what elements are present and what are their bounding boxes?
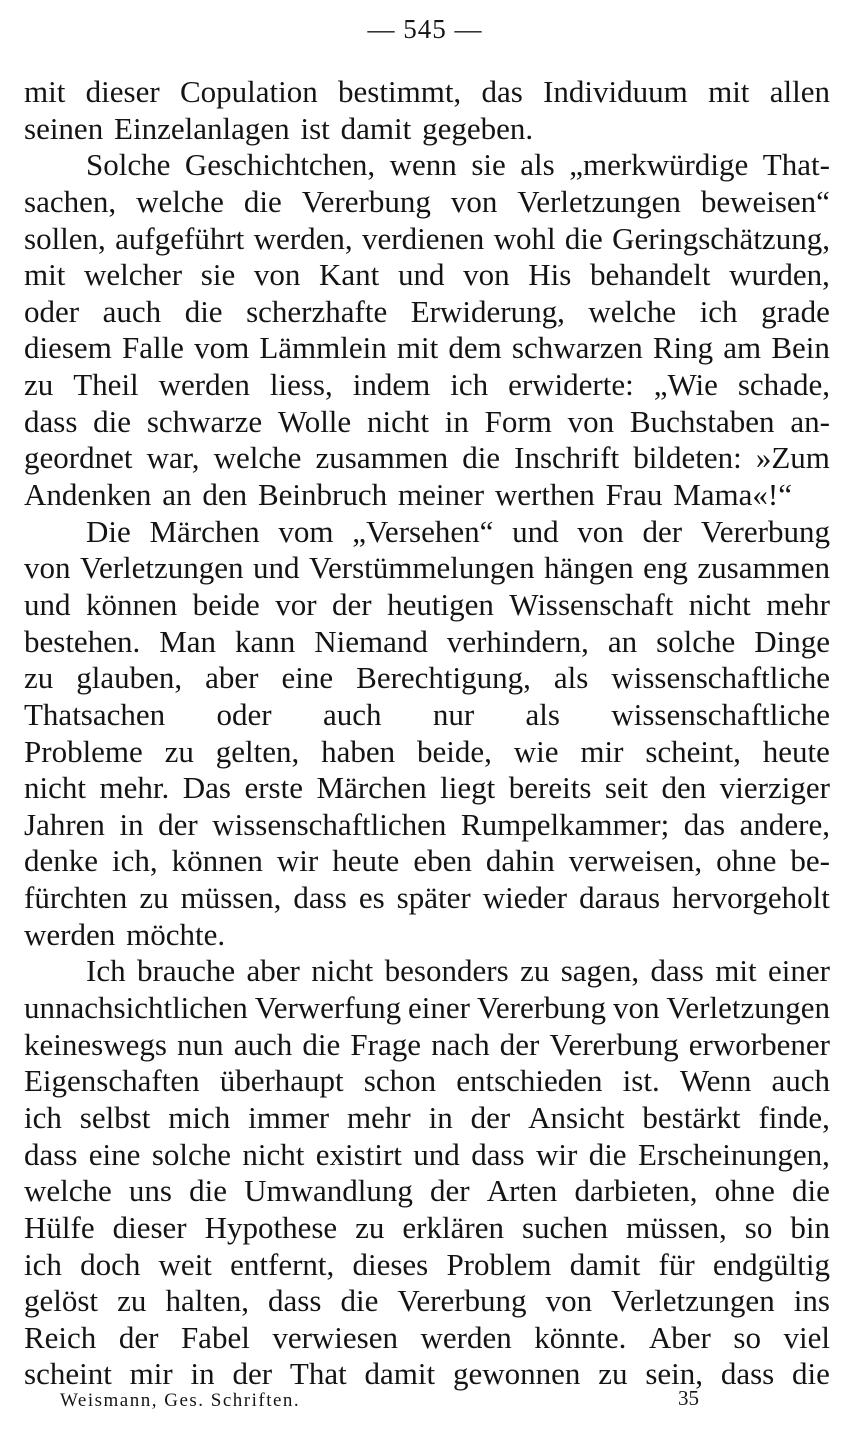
text-line: zu Theil werden liess, indem ich erwiderte: „Wie schade, — [24, 367, 830, 403]
text-line: Solche Geschichtchen, wenn sie als „merkwürdige That- — [86, 147, 830, 183]
text-line: Probleme zu gelten, haben beide, wie mir scheint, heute — [24, 733, 830, 769]
text-line: unnachsichtlichen Verwerfung einer Vererbung von Verletzungen — [24, 990, 830, 1026]
text-line: Jahren in der wissenschaftlichen Rumpelkammer; das andere, — [24, 806, 830, 842]
text-line: und können beide vor der heutigen Wissenschaft nicht mehr — [24, 586, 830, 622]
text-line: oder auch die scherzhafte Erwiderung, welche ich grade — [24, 293, 830, 329]
text-line: mit welcher sie von Kant und von His behandelt wurden, — [24, 257, 830, 293]
text-line: Thatsachen oder auch nur als wissenschaftliche — [24, 696, 830, 732]
running-title: Weismann, Ges. Schriften. — [60, 1390, 301, 1411]
text-line: welche uns die Umwandlung der Arten darbieten, ohne die — [24, 1173, 830, 1209]
text-line: sachen, welche die Vererbung von Verletzungen beweisen“ — [24, 183, 830, 219]
text-line: diesem Falle vom Lämmlein mit dem schwarzen Ring am Bein — [24, 330, 830, 366]
body-text — [24, 74, 830, 1393]
text-line: scheint mir in der That damit gewonnen zu sein, dass die — [24, 1356, 830, 1392]
page-number: — 545 — — [367, 14, 483, 44]
text-line: werden möchte. — [24, 916, 226, 952]
text-line: denke ich, können wir heute eben dahin verweisen, ohne be- — [24, 843, 830, 879]
text-line: dass eine solche nicht existirt und dass wir die Erscheinungen, — [24, 1136, 830, 1172]
text-line: keineswegs nun auch die Frage nach der Vererbung erworbener — [24, 1026, 830, 1062]
text-line: Eigenschaften überhaupt schon entschieden ist. Wenn auch — [24, 1063, 830, 1099]
text-line: Die Märchen vom „Versehen“ und von der Vererbung — [86, 513, 830, 549]
text-line: Andenken an den Beinbruch meiner werthen Frau Mama«!“ — [24, 477, 793, 513]
text-line: mit dieser Copulation bestimmt, das Individuum mit allen — [24, 74, 830, 109]
text-line: von Verletzungen und Verstümmelungen hängen eng zusammen — [24, 550, 830, 586]
signature-mark: 35 — [678, 1386, 699, 1410]
text-line: zu glauben, aber eine Berechtigung, als wissenschaftliche — [24, 660, 830, 696]
text-line: fürchten zu müssen, dass es später wieder daraus hervorgeholt — [24, 880, 830, 916]
text-line: ich selbst mich immer mehr in der Ansicht bestärkt finde, — [24, 1099, 830, 1135]
text-line: gelöst zu halten, dass die Vererbung von Verletzungen ins — [24, 1283, 830, 1319]
text-line: nicht mehr. Das erste Märchen liegt bereits seit den vierziger — [24, 770, 830, 806]
text-line: Ich brauche aber nicht besonders zu sagen, dass mit einer — [86, 953, 830, 989]
page-footer — [60, 1386, 760, 1412]
text-line: Hülfe dieser Hypothese zu erklären suchen müssen, so bin — [24, 1209, 830, 1245]
text-line: Reich der Fabel verwiesen werden könnte. Aber so viel — [24, 1319, 830, 1355]
text-line: dass die schwarze Wolle nicht in Form von Buchstaben an- — [24, 403, 830, 439]
text-line: bestehen. Man kann Niemand verhindern, an solche Dinge — [24, 623, 830, 659]
text-line: sollen, aufgeführt werden, verdienen wohl die Geringschätzung, — [24, 220, 830, 256]
text-line: geordnet war, welche zusammen die Inschrift bildeten: »Zum — [24, 440, 830, 476]
text-line: ich doch weit entfernt, dieses Problem damit für endgültig — [24, 1246, 830, 1282]
text-line: seinen Einzelanlagen ist damit gegeben. — [24, 110, 534, 146]
